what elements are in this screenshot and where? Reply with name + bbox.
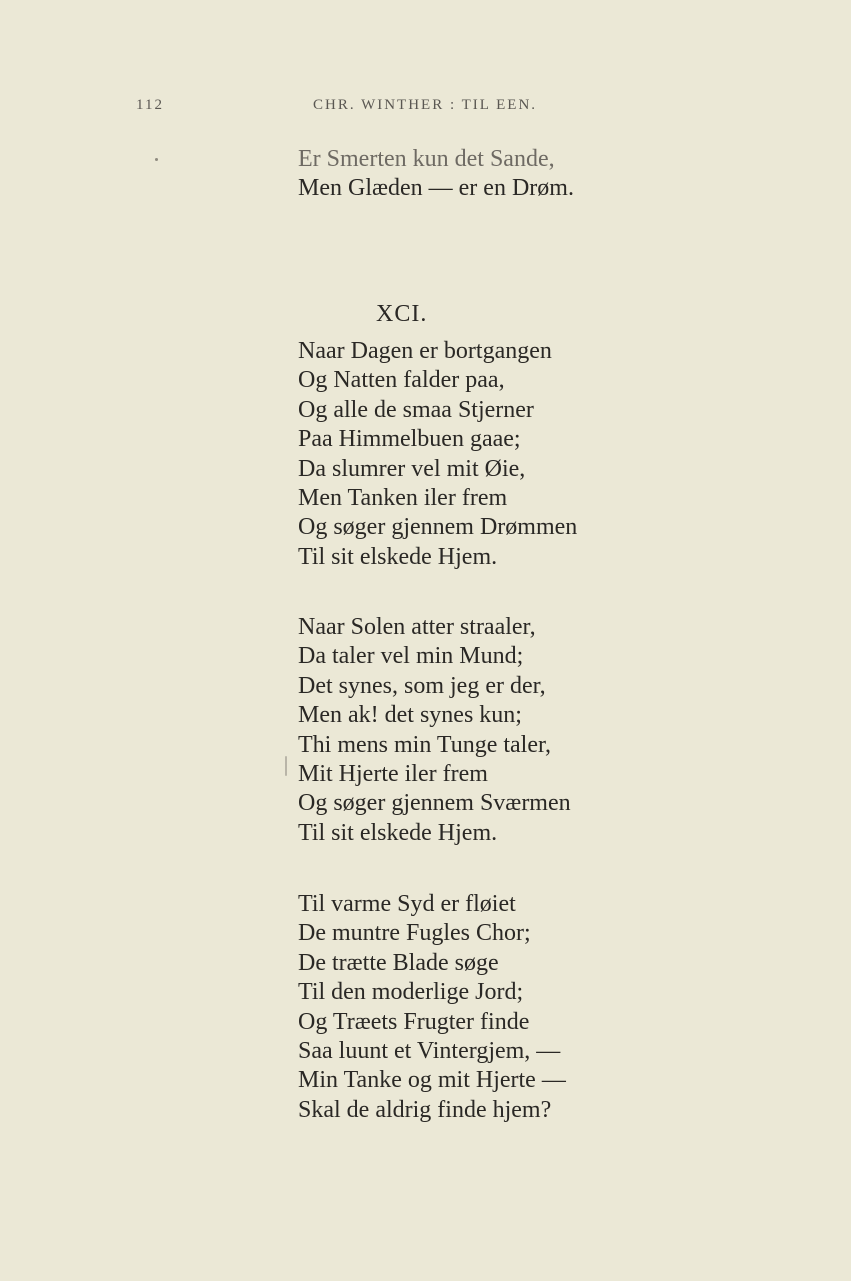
- poem-line: Saa luunt et Vintergjem, —: [298, 1037, 561, 1064]
- poem-line: Men ak! det synes kun;: [298, 702, 522, 729]
- poem-line: Paa Himmelbuen gaae;: [298, 426, 521, 453]
- poem-line: De trætte Blade søge: [298, 949, 499, 976]
- poem-line: Og Natten falder paa,: [298, 367, 505, 394]
- poem-line: Og Træets Frugter finde: [298, 1008, 530, 1035]
- stanza-3: [298, 890, 828, 1125]
- poem-line: Da taler vel min Mund;: [298, 643, 524, 670]
- paper-speck: [155, 158, 158, 161]
- poem-line: Naar Dagen er bortgangen: [298, 338, 552, 364]
- page-number: 112: [136, 97, 164, 113]
- poem-line: Til sit elskede Hjem.: [298, 819, 498, 846]
- poem-line: Til den moderlige Jord;: [298, 979, 524, 1006]
- poem-line: Og søger gjennem Drømmen: [298, 514, 578, 541]
- stanza-1: [298, 337, 828, 572]
- poem-line: De muntre Fugles Chor;: [298, 920, 531, 947]
- poem-line: Naar Solen atter straaler,: [298, 614, 536, 640]
- poem-line: Da slumrer vel mit Øie,: [298, 455, 526, 482]
- poem-line: Thi mens min Tunge taler,: [298, 731, 552, 758]
- poem-line: Til sit elskede Hjem.: [298, 543, 498, 570]
- poem-number: XCI.: [376, 301, 428, 327]
- poem-line: Min Tanke og mit Hjerte —: [298, 1067, 566, 1094]
- poem-line: Og søger gjennem Sværmen: [298, 790, 571, 817]
- running-head: [0, 97, 851, 121]
- running-head-title: CHR. WINTHER : TIL EEN.: [313, 97, 538, 113]
- poem-line: Mit Hjerte iler frem: [298, 760, 488, 787]
- poem-line: Og alle de smaa Stjerner: [298, 396, 534, 423]
- poem-line: Det synes, som jeg er der,: [298, 672, 546, 699]
- poem-line: Skal de aldrig finde hjem?: [298, 1096, 552, 1123]
- opening-lines: [298, 145, 818, 204]
- poem-line: Til varme Syd er fløiet: [298, 891, 516, 917]
- poem-line: Men Tanken iler frem: [298, 484, 508, 511]
- paper-speck: [285, 756, 287, 776]
- poem-line: Er Smerten kun det Sande,: [298, 146, 555, 172]
- stanza-2: [298, 613, 828, 848]
- poem-line: Men Glæden — er en Drøm.: [298, 175, 574, 202]
